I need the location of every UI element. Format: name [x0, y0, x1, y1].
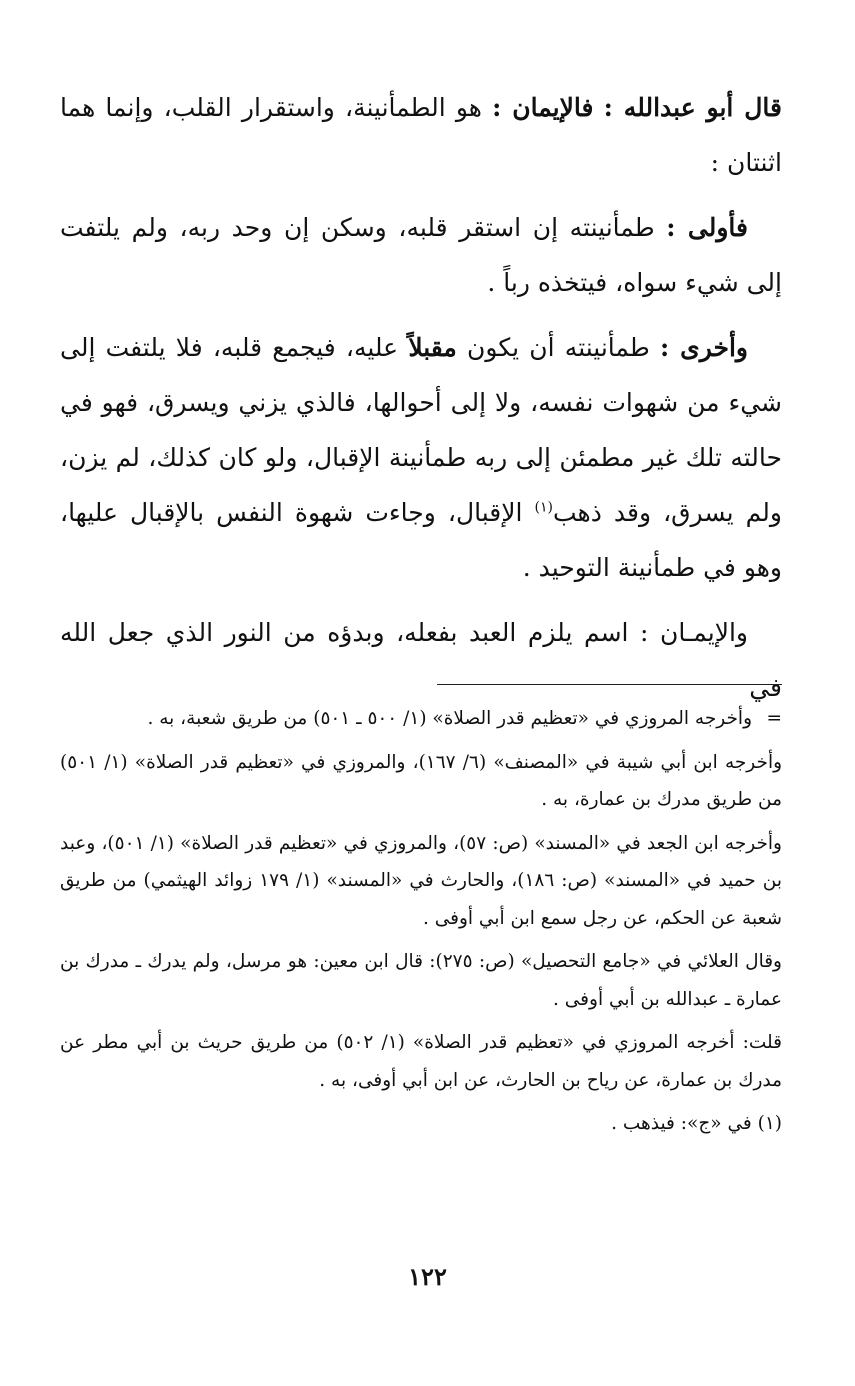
footnote-text: وأخرجه ابن الجعد في «المسند» (ص: ٥٧)، والمروزي في «تعظيم قدر الصلاة» (١/ ٥٠١)، وعبد بن حميد في «المسند» (ص: ١٨٦)، والحارث في «المسند» (١/ ١٧٩ زوائد الهيثمي) من طريق شعبة عن الحكم، عن رجل سمع ابن أبي أوفى .	[60, 832, 782, 929]
footnote-paragraph	[60, 943, 782, 1018]
paragraph-text: الإقبال، وجاءت شهوة النفس بالإقبال عليها، وهو في طمأنينة التوحيد .	[60, 498, 782, 582]
paragraph-3	[60, 320, 782, 595]
footnote-paragraph	[60, 825, 782, 938]
paragraph-text: هو الطمأنينة، واستقرار القلب، وإنما هما اثنتان :	[60, 93, 782, 177]
footnote-continuation	[60, 700, 782, 738]
continuation-marker: =	[766, 708, 782, 729]
paragraph-text: طمأنينته إن استقر قلبه، وسكن إن وحد ربه، ولم يلتفت إلى شيء سواه، فيتخذه رباً .	[60, 213, 782, 297]
footnote-number: (١)	[757, 1113, 782, 1134]
footnote-1	[60, 1105, 782, 1143]
page-number: ١٢٢	[408, 1262, 447, 1291]
footnote-text: وقال العلائي في «جامع التحصيل» (ص: ٢٧٥): قال ابن معين: هو مرسل، ولم يدرك ـ مدرك بن عمارة ـ عبدالله بن أبي أوفى .	[60, 951, 782, 1010]
paragraph-4	[60, 605, 782, 715]
paragraph-text: طمأنينته أن يكون	[467, 333, 650, 362]
footnote-paragraph	[60, 1024, 782, 1099]
paragraph-text: والإيمـان : اسم يلزم العبد بفعله، وبدؤه من النور الذي جعل الله في	[60, 618, 782, 702]
emphasis-word: مقبلاً	[408, 333, 457, 362]
section-label: فأولى :	[666, 213, 749, 242]
footnotes	[60, 700, 782, 1143]
main-text	[60, 80, 782, 715]
footnote-marker: (١)	[534, 499, 553, 516]
section-label: وأخرى :	[659, 333, 749, 362]
footnote-text: وأخرجه المروزي في «تعظيم قدر الصلاة» (١/ ٥٠٠ ـ ٥٠١) من طريق شعبة، به .	[147, 708, 752, 729]
paragraph-text: عليه، فيجمع قلبه، فلا يلتفت إلى شيء من شهوات نفسه، ولا إلى أحوالها، فالذي يزني ويسرق، فهو في حالته تلك غير مطمئن إلى ربه طمأنينة الإقبال، ولو كان كذلك، لم يزن، ولم يسرق، وقد ذهب	[60, 333, 782, 527]
paragraph-1	[60, 80, 782, 190]
term-label: فالإيمان :	[492, 93, 594, 122]
speaker-label: قال أبو عبدالله :	[603, 93, 782, 122]
footnote-divider	[437, 684, 782, 685]
footnote-text: في «ج»: فيذهب .	[611, 1113, 752, 1134]
paragraph-2	[60, 200, 782, 310]
footnote-paragraph	[60, 744, 782, 819]
footnote-text: قلت: أخرجه المروزي في «تعظيم قدر الصلاة» (١/ ٥٠٢) من طريق حريث بن أبي مطر عن مدرك بن عمارة، عن رياح بن الحارث، عن ابن أبي أوفى، به .	[60, 1032, 782, 1091]
footnote-text: وأخرجه ابن أبي شيبة في «المصنف» (٦/ ١٦٧)، والمروزي في «تعظيم قدر الصلاة» (١/ ٥٠١) من طريق مدرك بن عمارة، به .	[60, 751, 783, 810]
